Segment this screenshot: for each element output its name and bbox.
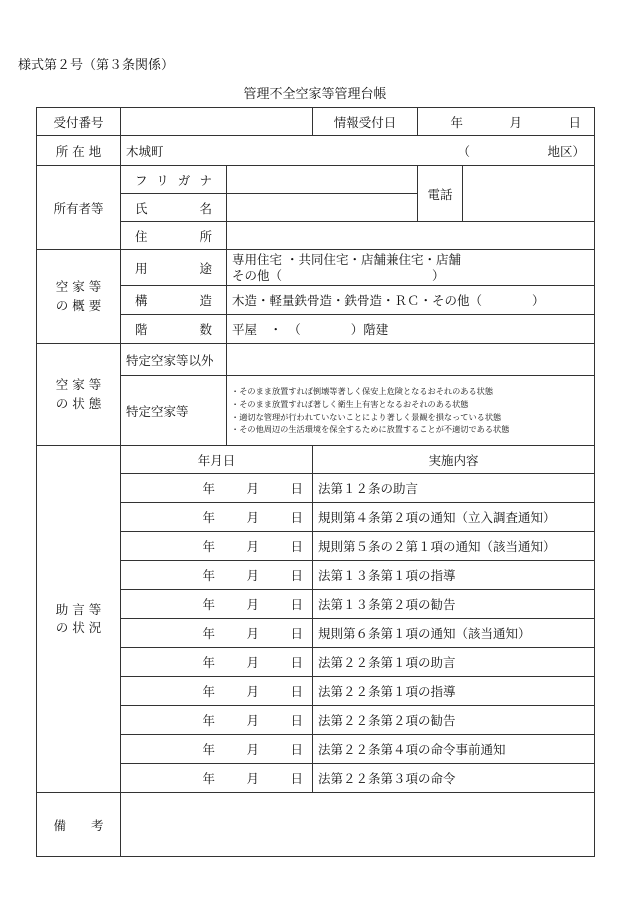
advice-content: 法第１２条の助言 — [313, 474, 595, 503]
registry-table — [36, 107, 595, 857]
advice-content: 規則第６条第１項の通知（該当通知） — [313, 619, 595, 648]
advice-content-header: 実施内容 — [313, 446, 595, 474]
advice-row — [37, 677, 595, 706]
overview-floors-row — [37, 315, 595, 344]
advice-row — [37, 590, 595, 619]
name-field[interactable] — [227, 194, 418, 222]
furigana-label: フリガナ — [121, 166, 227, 194]
advice-row — [37, 619, 595, 648]
advice-date-header: 年月日 — [121, 446, 313, 474]
advice-date[interactable]: 年 月 日 — [121, 474, 313, 503]
condition-item: ・そのまま放置すれば著しく衛生上有害となるおそれのある状態 — [231, 398, 469, 409]
condition-item: ・その他周辺の生活環境を保全するために放置することが不適切である状態 — [231, 424, 510, 435]
owner-address-row — [37, 222, 595, 250]
info-date-label: 情報受付日 — [313, 108, 418, 136]
remarks-row — [37, 793, 595, 857]
location-paren-open: （ — [457, 143, 471, 159]
advice-content: 法第２２条第３項の命令 — [313, 764, 595, 793]
advice-row — [37, 503, 595, 532]
status-other-label: 特定空家等以外 — [121, 344, 227, 376]
advice-date[interactable]: 年 月 日 — [121, 764, 313, 793]
floors-field[interactable]: 平屋 ・ （ ）階建 — [227, 315, 595, 344]
advice-content: 規則第４条第２項の通知（立入調査通知） — [313, 503, 595, 532]
location-district: 地区） — [547, 143, 586, 159]
advice-date[interactable]: 年 月 日 — [121, 503, 313, 532]
advice-row — [37, 532, 595, 561]
advice-date[interactable]: 年 月 日 — [121, 677, 313, 706]
info-date-year: 年 — [450, 114, 463, 130]
overview-use-row — [37, 250, 595, 286]
advice-row — [37, 706, 595, 735]
use-field[interactable] — [227, 250, 595, 286]
structure-field[interactable]: 木造・軽量鉄骨造・鉄骨造・ＲＣ・その他（ ） — [227, 286, 595, 315]
info-date-month: 月 — [509, 114, 522, 130]
overview-structure-row — [37, 286, 595, 315]
info-date-field[interactable] — [418, 108, 595, 136]
structure-label: 構 造 — [121, 286, 227, 315]
address-field[interactable] — [227, 222, 595, 250]
floors-label: 階 数 — [121, 315, 227, 344]
location-field[interactable] — [121, 136, 595, 166]
advice-content: 法第２２条第２項の勧告 — [313, 706, 595, 735]
overview-label: 空 家 等 の 概 要 — [37, 250, 121, 344]
condition-item: ・そのまま放置すれば倒壊等著しく保安上危険となるおそれのある状態 — [231, 386, 494, 397]
status-other-row — [37, 344, 595, 376]
use-other: その他（ ） — [232, 267, 445, 283]
remarks-field[interactable] — [121, 793, 595, 857]
reception-number-field[interactable] — [121, 108, 313, 136]
advice-date[interactable]: 年 月 日 — [121, 532, 313, 561]
advice-row — [37, 474, 595, 503]
advice-content: 法第１３条第２項の勧告 — [313, 590, 595, 619]
advice-date[interactable]: 年 月 日 — [121, 706, 313, 735]
advice-label: 助 言 等 の 状 況 — [37, 446, 121, 793]
advice-content: 法第２２条第４項の命令事前通知 — [313, 735, 595, 764]
advice-date[interactable]: 年 月 日 — [121, 561, 313, 590]
form-number: 様式第２号（第３条関係） — [18, 58, 175, 73]
info-date-day: 日 — [568, 114, 582, 130]
advice-content: 法第２２条第１項の助言 — [313, 648, 595, 677]
owner-furigana-row — [37, 166, 595, 194]
advice-row — [37, 735, 595, 764]
advice-content: 法第１３条第１項の指導 — [313, 561, 595, 590]
owner-label: 所有者等 — [37, 166, 121, 250]
phone-field[interactable] — [463, 166, 595, 222]
advice-row — [37, 561, 595, 590]
document-title: 管理不全空家等管理台帳 — [243, 87, 387, 102]
advice-content: 規則第５条の２第１項の通知（該当通知） — [313, 532, 595, 561]
location-row — [37, 136, 595, 166]
advice-date[interactable]: 年 月 日 — [121, 590, 313, 619]
name-label: 氏 名 — [121, 194, 227, 222]
location-label: 所 在 地 — [37, 136, 121, 166]
phone-label: 電話 — [418, 166, 463, 222]
location-value: 木城町 — [126, 143, 164, 159]
advice-content: 法第２２条第１項の指導 — [313, 677, 595, 706]
reception-number-label: 受付番号 — [37, 108, 121, 136]
status-label: 空 家 等 の 状 態 — [37, 344, 121, 446]
advice-date[interactable]: 年 月 日 — [121, 619, 313, 648]
use-label: 用 途 — [121, 250, 227, 286]
address-label: 住 所 — [121, 222, 227, 250]
reception-row — [37, 108, 595, 136]
status-specific-label: 特定空家等 — [121, 376, 227, 446]
advice-date[interactable]: 年 月 日 — [121, 735, 313, 764]
use-options: 専用住宅 ・共同住宅・店舗兼住宅・店舗 — [232, 251, 461, 267]
advice-row — [37, 764, 595, 793]
advice-date[interactable]: 年 月 日 — [121, 648, 313, 677]
condition-item: ・適切な管理が行われていないことにより著しく景観を損なっている状態 — [231, 411, 502, 422]
status-specific-row — [37, 376, 595, 446]
status-conditions — [227, 376, 595, 446]
furigana-field[interactable] — [227, 166, 418, 194]
advice-row — [37, 648, 595, 677]
remarks-label: 備 考 — [37, 793, 121, 857]
status-other-field[interactable] — [227, 344, 595, 376]
advice-header-row — [37, 446, 595, 474]
